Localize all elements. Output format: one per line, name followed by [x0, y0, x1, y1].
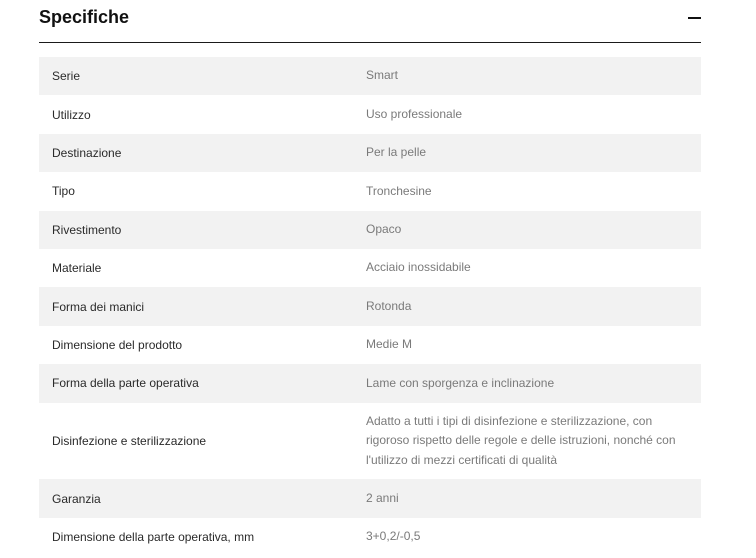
- table-row: [39, 403, 701, 480]
- table-row: [39, 172, 701, 210]
- spec-label: Destinazione: [52, 145, 122, 160]
- spec-label: Tipo: [52, 184, 75, 199]
- spec-label: Forma dei manici: [52, 299, 145, 314]
- spec-label: Dimensione della parte operativa, mm: [52, 529, 255, 544]
- table-row: [39, 287, 701, 325]
- spec-label: Forma della parte operativa: [52, 376, 199, 391]
- spec-label: Serie: [52, 69, 81, 84]
- specifications-panel: [39, 0, 701, 544]
- spec-value: Tronchesine: [366, 183, 432, 198]
- spec-value: Acciaio inossidabile: [366, 260, 471, 275]
- table-row: [39, 479, 701, 517]
- table-row: [39, 95, 701, 133]
- spec-label: Utilizzo: [52, 107, 91, 122]
- spec-value: Medie M: [366, 337, 413, 352]
- spec-value: Per la pelle: [366, 145, 427, 160]
- table-row: [39, 134, 701, 172]
- spec-value: Adatto a tutti i tipi di disinfezione e sterilizzazione, con rigoroso rispetto delle regole e delle istruzioni, nonché con l'utilizzo di mezzi certificati di qualità: [366, 413, 676, 467]
- spec-value: Smart: [366, 68, 399, 83]
- table-row: [39, 518, 701, 556]
- specifications-header[interactable]: [39, 0, 701, 43]
- spec-label: Materiale: [52, 261, 102, 276]
- minus-icon[interactable]: [687, 11, 701, 25]
- spec-value: Opaco: [366, 222, 402, 236]
- spec-value: 3+0,2/-0,5: [366, 529, 421, 544]
- table-row: [39, 249, 701, 287]
- spec-label: Dimensione del prodotto: [52, 337, 183, 352]
- specifications-table: [39, 57, 701, 556]
- spec-label: Disinfezione e sterilizzazione: [52, 433, 207, 448]
- spec-value: Uso professionale: [366, 106, 463, 121]
- table-row: [39, 211, 701, 249]
- spec-value: Rotonda: [366, 298, 412, 313]
- section-title: Specifiche: [39, 7, 130, 27]
- spec-label: Rivestimento: [52, 222, 122, 237]
- spec-value: 2 anni: [366, 490, 399, 505]
- table-row: [39, 326, 701, 364]
- table-row: [39, 57, 701, 95]
- spec-value: Lame con sporgenza e inclinazione: [366, 375, 555, 390]
- table-row: [39, 364, 701, 402]
- spec-label: Garanzia: [52, 491, 101, 506]
